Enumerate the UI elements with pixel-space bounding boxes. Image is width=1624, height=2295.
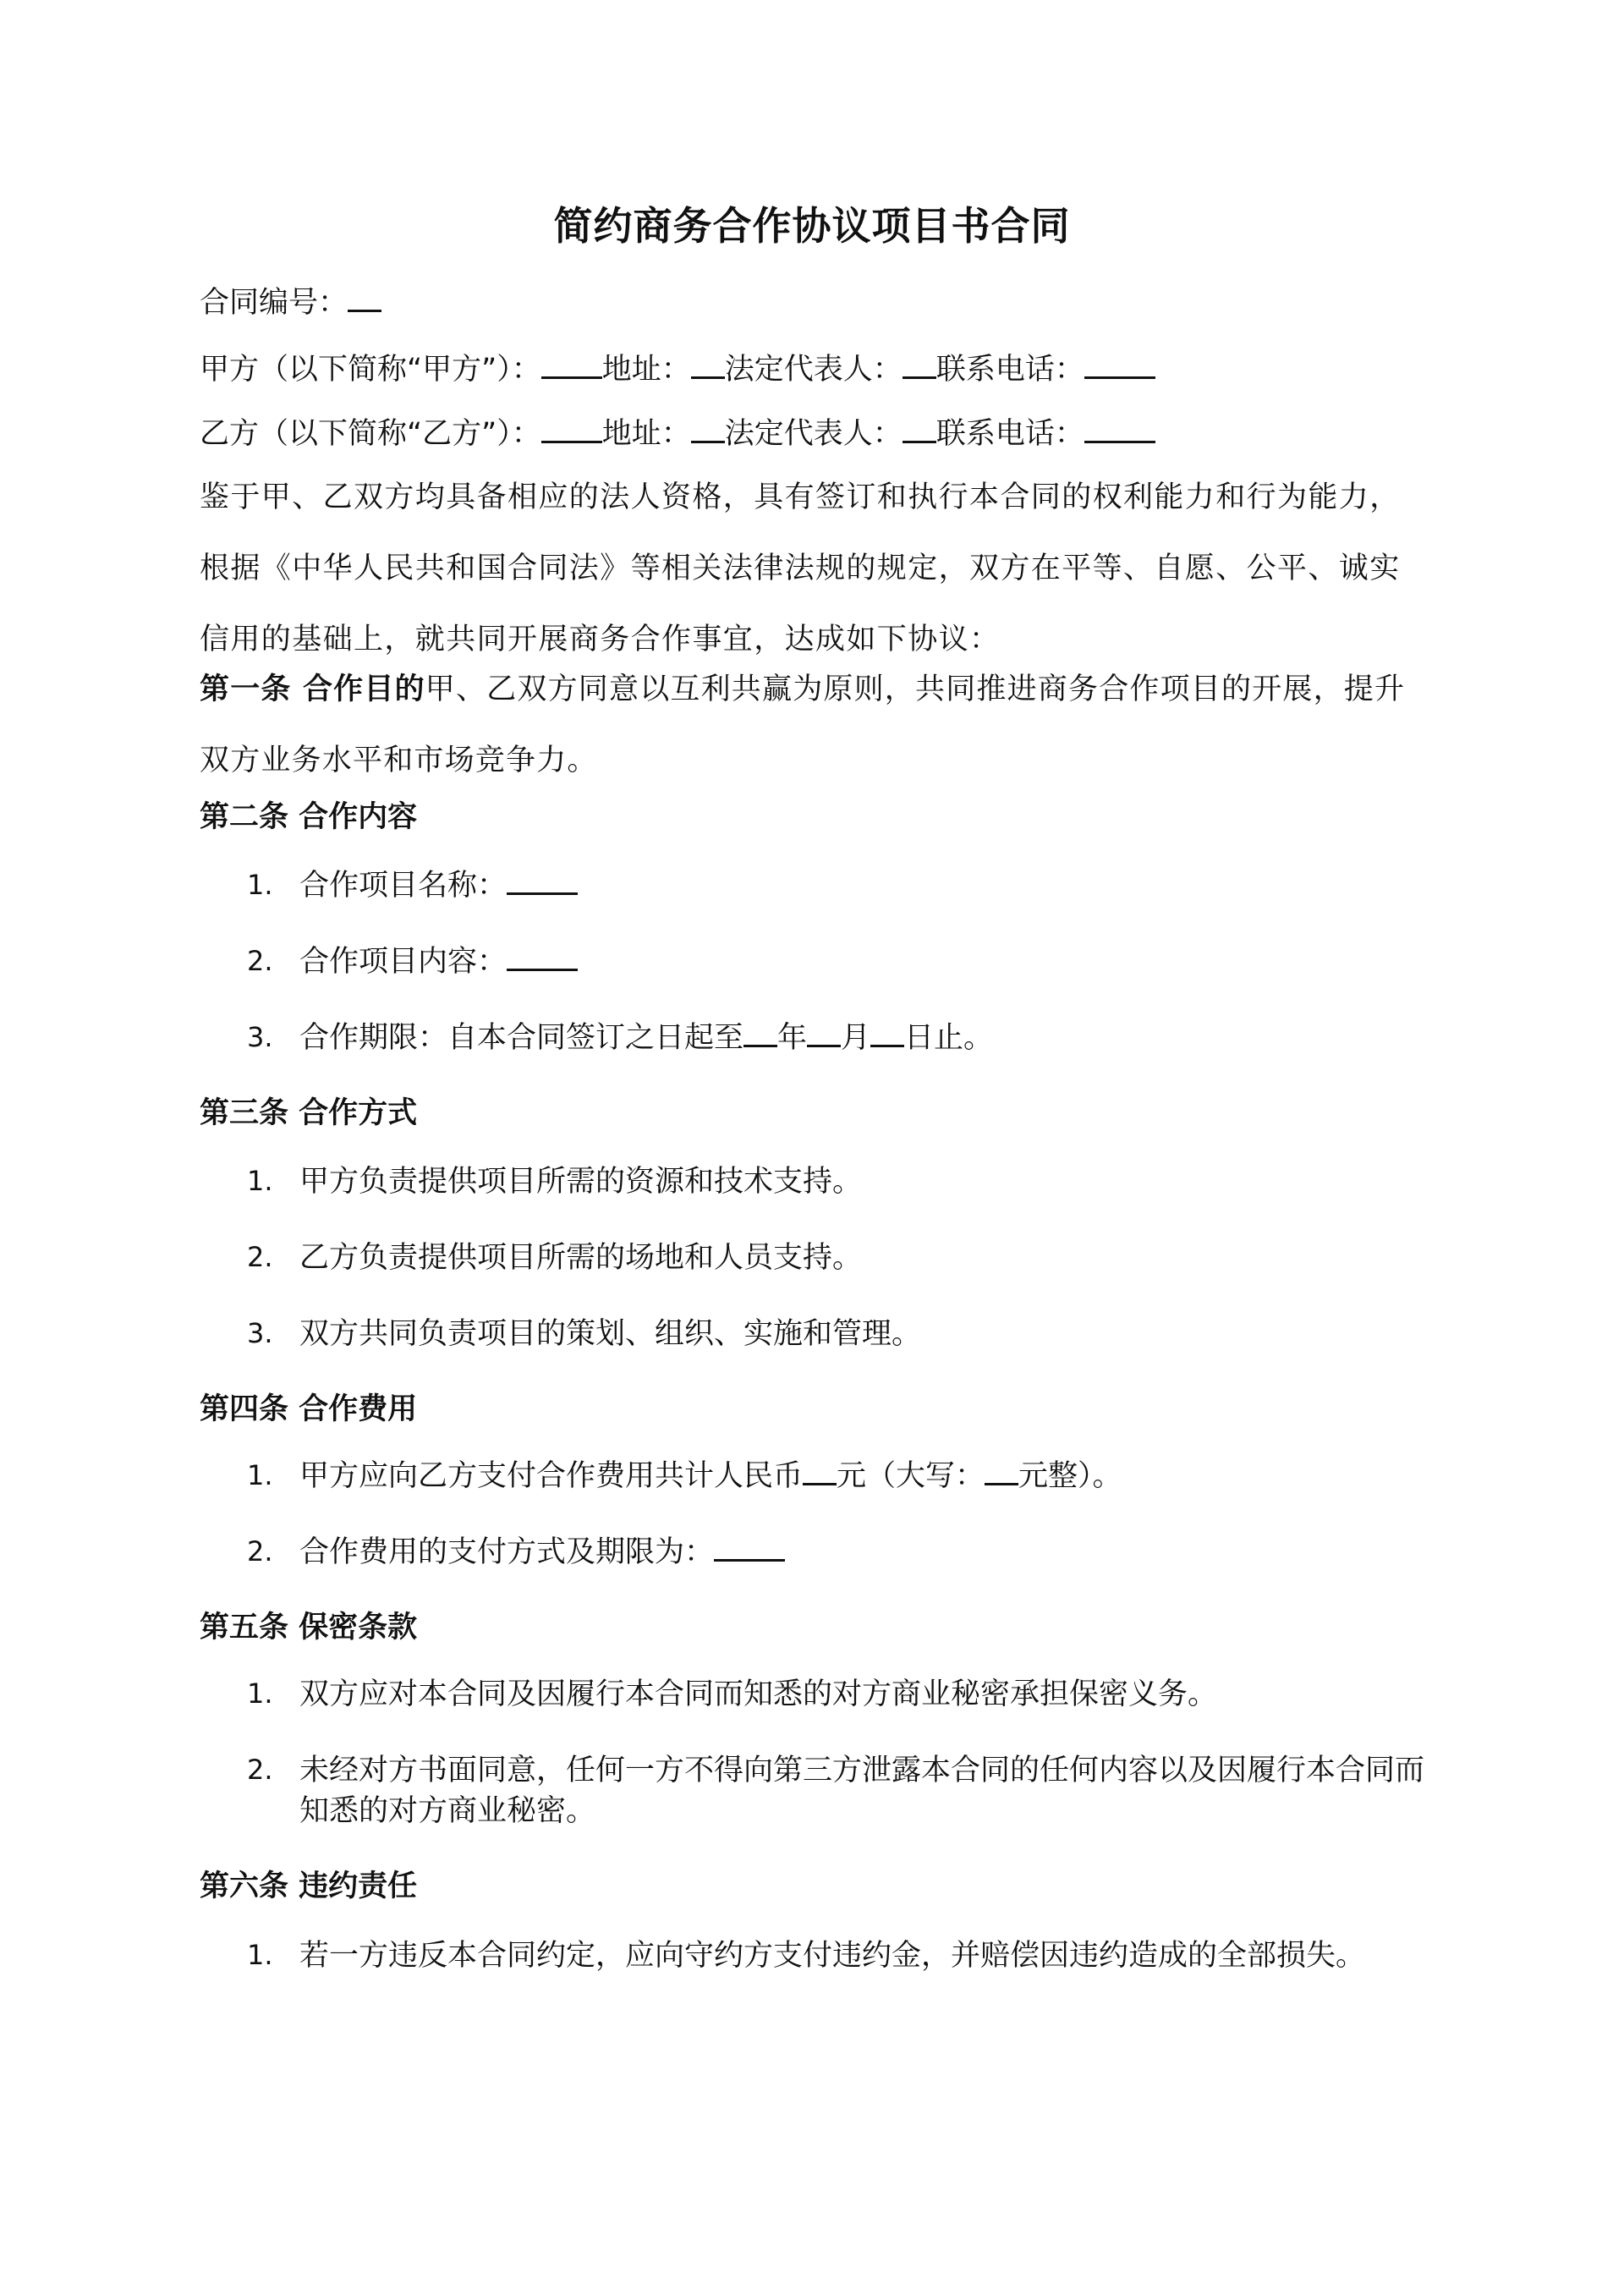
item-text: 甲方负责提供项目所需的资源和技术支持。	[299, 1165, 863, 1199]
contract-number-label: 合同编号：	[200, 286, 348, 320]
preamble-paragraph: 鉴于甲、乙双方均具备相应的法人资格，具有签订和执行本合同的权利能力和行为能力，根据《中华人民共和国合同法》等相关法律法规的规定，双方在平等、自愿、公平、诚实信用的基础上，就共同开展商务合作事宜，达成如下协议：	[200, 480, 1401, 656]
party-b-phone-label: 联系电话：	[935, 417, 1084, 451]
item-text: 未经对方书面同意，任何一方不得向第三方泄露本合同的任何内容以及因履行本合同而知悉的对方商业秘密。	[299, 1754, 1425, 1828]
document-title: 简约商务合作协议项目书合同	[553, 203, 1071, 249]
article-1-paragraph	[200, 654, 1418, 796]
item-text	[299, 1456, 1424, 1496]
article-1-heading: 第一条 合作目的	[200, 673, 425, 706]
item-number: 1.	[247, 1939, 273, 1971]
item-number: 2.	[247, 1535, 273, 1568]
project-content-blank[interactable]	[507, 943, 578, 971]
item-text	[299, 865, 1424, 906]
item-number: 3.	[247, 1021, 273, 1053]
article-2-heading: 第二条 合作内容	[200, 800, 418, 834]
article-6-heading: 第六条 违约责任	[200, 1869, 418, 1903]
item-number: 2.	[247, 1754, 273, 1786]
item-number: 1.	[247, 869, 273, 901]
article-3-heading: 第三条 合作方式	[200, 1096, 418, 1130]
fee-capital-blank[interactable]	[985, 1458, 1018, 1485]
month-label: 月	[841, 1021, 871, 1055]
item-number: 1.	[247, 1165, 273, 1197]
party-a-line	[200, 350, 1435, 389]
party-a-rep-blank[interactable]	[903, 351, 936, 379]
item-text	[299, 942, 1424, 982]
item-text: 若一方违反本合同约定，应向守约方支付违约金，并赔偿因违约造成的全部损失。	[299, 1939, 1366, 1973]
item-text	[299, 1018, 1424, 1058]
fee-label: 甲方应向乙方支付合作费用共计人民币	[299, 1459, 804, 1493]
party-a-label: 甲方（以下简称“甲方”）：	[200, 353, 541, 387]
year-label: 年	[777, 1021, 808, 1055]
project-name-blank[interactable]	[507, 867, 578, 895]
item-text: 双方共同负责项目的策划、组织、实施和管理。	[299, 1317, 922, 1351]
party-b-label: 乙方（以下简称“乙方”）：	[200, 417, 541, 451]
party-a-phone-label: 联系电话：	[935, 353, 1084, 387]
party-b-phone-blank[interactable]	[1084, 415, 1155, 443]
project-content-label: 合作项目内容：	[299, 945, 508, 979]
article-1-text: 甲、乙双方同意以互利共赢为原则，共同推进商务合作项目的开展，提升双方业务水平和市场竞争力。	[200, 673, 1406, 777]
party-b-line	[200, 415, 1435, 453]
term-month-blank[interactable]	[807, 1019, 841, 1047]
party-a-phone-blank[interactable]	[1084, 351, 1155, 379]
party-a-address-blank[interactable]	[691, 351, 725, 379]
item-number: 3.	[247, 1317, 273, 1349]
article-4-heading: 第四条 合作费用	[200, 1392, 418, 1426]
contract-number-line	[200, 283, 1435, 322]
item-number: 2.	[247, 1241, 273, 1273]
term-day-blank[interactable]	[870, 1019, 904, 1047]
fee-amount-blank[interactable]	[803, 1458, 837, 1485]
item-text	[299, 1532, 1424, 1573]
item-number: 1.	[247, 1677, 273, 1710]
party-a-rep-label: 法定代表人：	[724, 353, 903, 387]
term-label: 合作期限：自本合同签订之日起至	[299, 1021, 744, 1055]
fee-end-label: 元整）。	[1018, 1459, 1122, 1493]
party-a-address-label: 地址：	[601, 353, 691, 387]
party-b-address-label: 地址：	[601, 417, 691, 451]
party-b-name-blank[interactable]	[541, 415, 602, 443]
fee-capital-label: 元（大写：	[837, 1459, 985, 1493]
term-year-blank[interactable]	[743, 1019, 777, 1047]
party-b-rep-label: 法定代表人：	[724, 417, 903, 451]
day-label: 日止。	[904, 1021, 994, 1055]
item-number: 1.	[247, 1459, 273, 1491]
project-name-label: 合作项目名称：	[299, 869, 508, 903]
item-text: 双方应对本合同及因履行本合同而知悉的对方商业秘密承担保密义务。	[299, 1677, 1218, 1711]
party-a-name-blank[interactable]	[541, 351, 602, 379]
item-text: 乙方负责提供项目所需的场地和人员支持。	[299, 1241, 863, 1275]
payment-terms-blank[interactable]	[714, 1534, 785, 1562]
item-number: 2.	[247, 945, 273, 977]
contract-number-blank[interactable]	[348, 284, 381, 312]
article-5-heading: 第五条 保密条款	[200, 1611, 418, 1644]
party-b-rep-blank[interactable]	[903, 415, 936, 443]
payment-terms-label: 合作费用的支付方式及期限为：	[299, 1535, 715, 1569]
party-b-address-blank[interactable]	[691, 415, 725, 443]
